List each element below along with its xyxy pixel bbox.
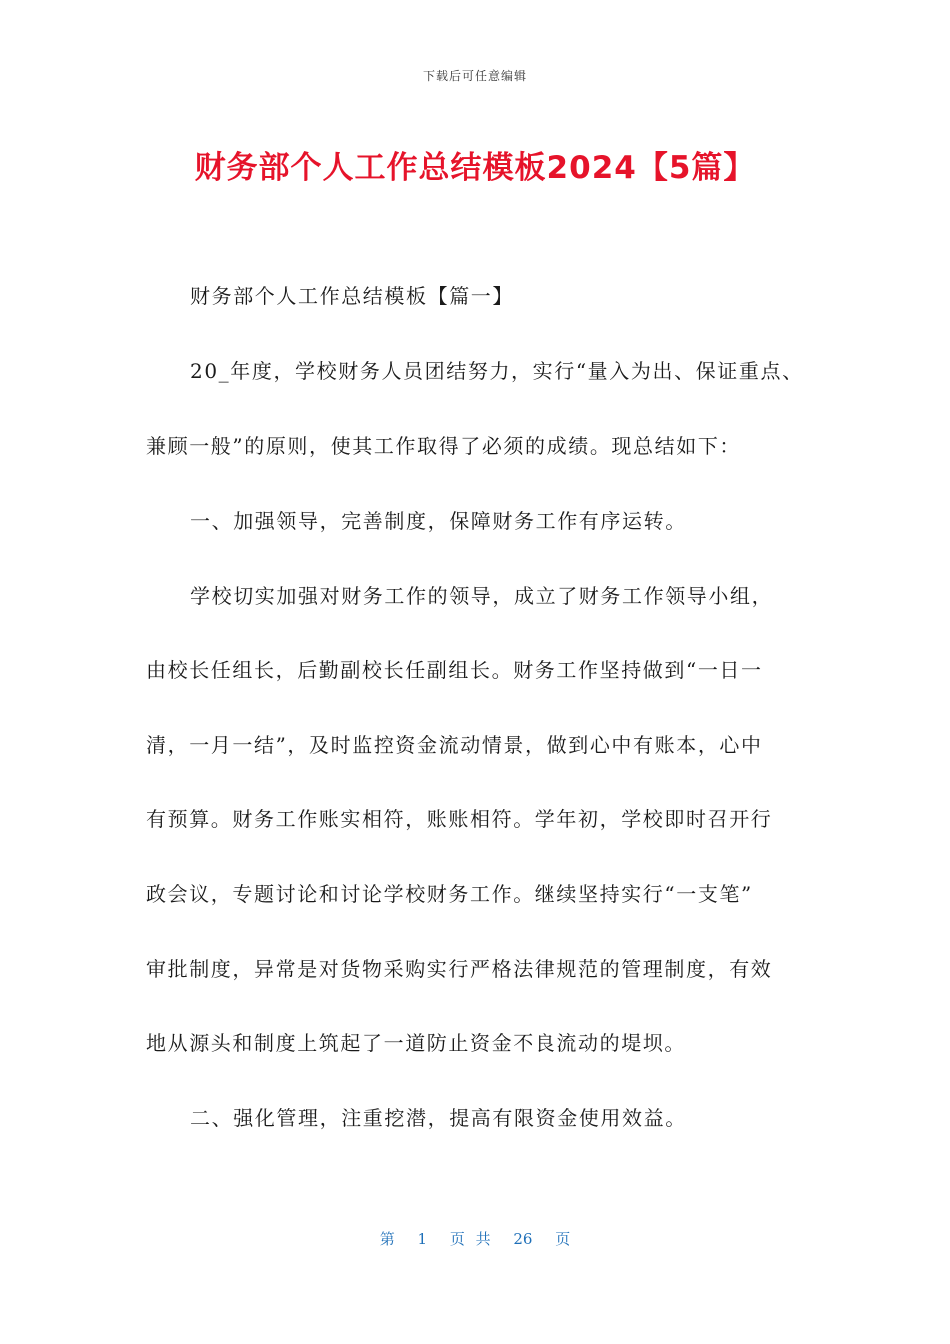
subheading-line: 一、加强领导，完善制度，保障财务工作有序运转。 [190,509,687,533]
footer-total-pages: 26 [513,1230,533,1248]
paragraph-line: 政会议，专题讨论和讨论学校财务工作。继续坚持实行“一支笔” [146,882,753,906]
footer-suffix: 页 [555,1230,571,1248]
paragraph-line: 20_年度，学校财务人员团结努力，实行“量入为出、保证重点、 [190,359,804,383]
paragraph-line: 审批制度，异常是对货物采购实行严格法律规范的管理制度，有效 [146,957,773,981]
section-heading-1: 财务部个人工作总结模板【篇一】 [190,284,514,308]
paragraph-line: 清，一月一结”，及时监控资金流动情景，做到心中有账本，心中 [146,733,763,757]
paragraph-line: 学校切实加强对财务工作的领导，成立了财务工作领导小组， [190,584,774,608]
footer-middle: 页 共 [449,1230,491,1248]
paragraph-line: 兼顾一般”的原则，使其工作取得了必须的成绩。现总结如下： [146,434,742,458]
subheading-line: 二、强化管理，注重挖潜，提高有限资金使用效益。 [190,1106,687,1130]
footer-current-page: 1 [417,1230,428,1248]
paragraph-line: 有预算。财务工作账实相符，账账相符。学年初，学校即时召开行 [146,807,773,831]
header-note: 下载后可任意编辑 [422,69,527,83]
footer-prefix: 第 [379,1230,395,1248]
paragraph-line: 由校长任组长，后勤副校长任副组长。财务工作坚持做到“一日一 [146,658,763,682]
document-title: 财务部个人工作总结模板2024【5篇】 [194,150,756,186]
paragraph-line: 地从源头和制度上筑起了一道防止资金不良流动的堤坝。 [146,1031,686,1055]
page-footer [0,1228,950,1249]
